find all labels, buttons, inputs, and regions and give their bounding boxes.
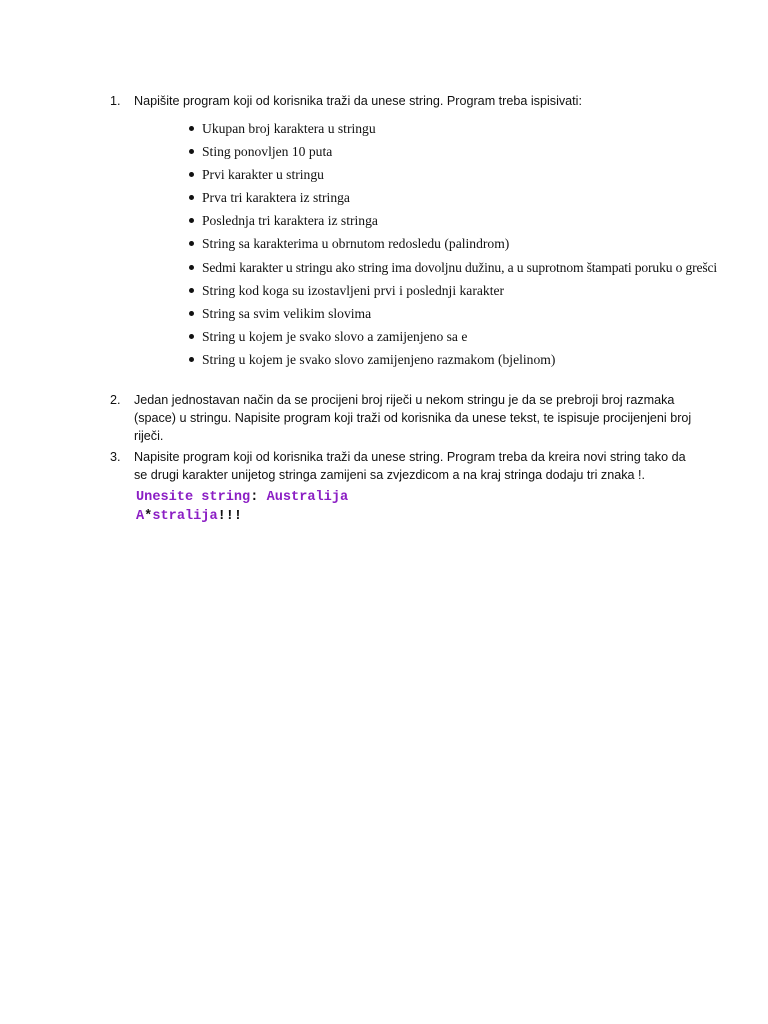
task-3-number: 3. [110,450,121,464]
bullet-dot-icon [189,149,194,154]
console-result-star: * [144,509,153,524]
task-1-number: 1. [110,94,121,108]
bullet-item: Sting ponovljen 10 puta [189,143,717,166]
task-1-text: Napišite program koji od korisnika traži da unese string. Program treba ispisivati: [134,94,582,108]
task-1-bullet-list [189,120,717,374]
task-3-text: Napisite program koji od korisnika traži da unese string. Program treba da kreira novi string tako da se drugi karakter unijetog stringa zamijeni sa zvjezdicom a na kraj stringa dodaju tri znaka !. [134,450,686,482]
task-2-number: 2. [110,393,121,407]
console-result-suffix: !!! [217,509,243,524]
bullet-dot-icon [189,334,194,339]
task-3 [110,448,694,484]
bullet-item: Sedmi karakter u stringu ako string ima dovoljnu dužinu, a u suprotnom štampati poruku o grešci [189,259,717,282]
bullet-dot-icon [189,241,194,246]
bullet-item: Prva tri karaktera iz stringa [189,189,717,212]
bullet-item: Prvi karakter u stringu [189,166,717,189]
console-result-rest: stralija [152,509,218,524]
bullet-item: Ukupan broj karaktera u stringu [189,120,717,143]
task-2-text: Jedan jednostavan način da se procijeni broj riječi u nekom stringu je da se prebroji broj razmaka (space) u stringu. Napisite program koji traži od korisnika da unese tekst, te ispisuje procijenjeni broj riječi. [134,393,692,443]
console-prompt-value: Australija [266,490,349,505]
bullet-dot-icon [189,126,194,131]
task-1 [110,92,734,110]
bullet-dot-icon [189,357,194,362]
example-console-output [136,488,348,526]
bullet-dot-icon [189,195,194,200]
console-prompt-label: Unesite string [136,490,251,505]
bullet-item: String sa karakterima u obrnutom redosledu (palindrom) [189,235,717,258]
bullet-item: String u kojem je svako slovo zamijenjeno razmakom (bjelinom) [189,351,717,374]
task-2 [110,391,694,445]
bullet-item: String sa svim velikim slovima [189,305,717,328]
console-prompt-line [136,488,348,507]
bullet-item: String kod koga su izostavljeni prvi i poslednji karakter [189,282,717,305]
console-result-line [136,507,348,526]
bullet-item: Poslednja tri karaktera iz stringa [189,212,717,235]
bullet-dot-icon [189,288,194,293]
console-result-first: A [136,509,145,524]
bullet-dot-icon [189,311,194,316]
bullet-item: String u kojem je svako slovo a zamijenjeno sa e [189,328,717,351]
console-prompt-colon: : [250,490,259,505]
bullet-dot-icon [189,172,194,177]
bullet-dot-icon [189,218,194,223]
bullet-dot-icon [189,265,194,270]
